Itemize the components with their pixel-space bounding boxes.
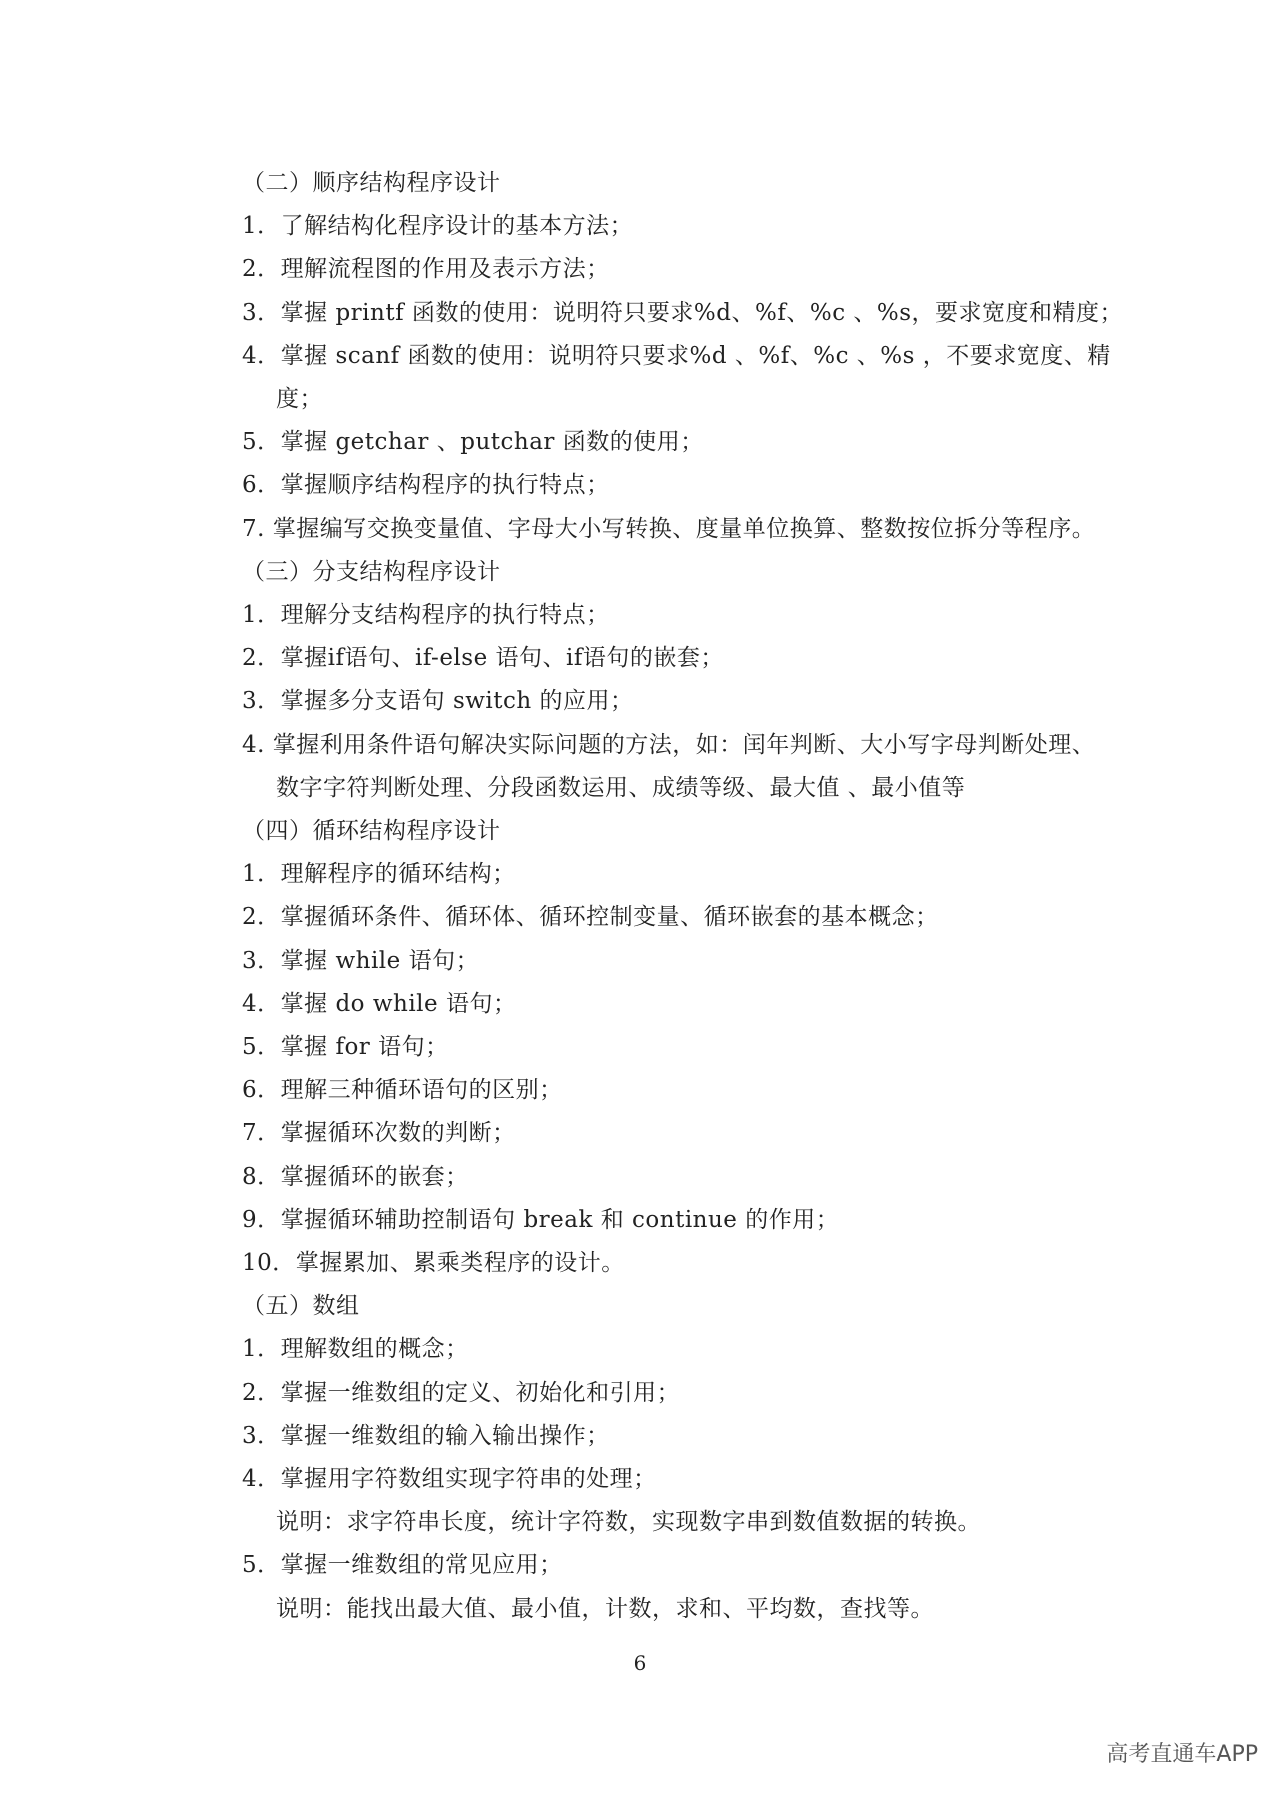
text-line: 5．掌握一维数组的常见应用； [242, 1552, 563, 1578]
text-line: 5．掌握 getchar 、putchar 函数的使用； [242, 429, 704, 455]
text-line: 3．掌握一维数组的输入输出操作； [242, 1423, 610, 1449]
text-line: （五）数组 [242, 1293, 360, 1319]
text-line: 6．掌握顺序结构程序的执行特点； [242, 472, 610, 498]
text-line: 7. 掌握编写交换变量值、字母大小写转换、度量单位换算、整数按位拆分等程序。 [242, 516, 1096, 542]
watermark-text: 高考直通车APP [1106, 1742, 1258, 1767]
text-line: 2．掌握if语句、if-else 语句、if语句的嵌套； [242, 645, 724, 671]
text-line: 1．理解程序的循环结构； [242, 861, 516, 887]
text-line: 3．掌握 printf 函数的使用：说明符只要求%d、%f、%c 、%s，要求宽度和精度； [242, 300, 1124, 326]
text-line: 2．掌握循环条件、循环体、循环控制变量、循环嵌套的基本概念； [242, 904, 939, 930]
text-line: 2．掌握一维数组的定义、初始化和引用； [242, 1380, 681, 1406]
text-line: 10．掌握累加、累乘类程序的设计。 [242, 1250, 625, 1276]
text-line: 4．掌握用字符数组实现字符串的处理； [242, 1466, 657, 1492]
text-line: 8．掌握循环的嵌套； [242, 1164, 469, 1190]
text-line: 3．掌握多分支语句 switch 的应用； [242, 688, 634, 714]
text-line: 9．掌握循环辅助控制语句 break 和 continue 的作用； [242, 1207, 840, 1233]
text-line: 1．理解数组的概念； [242, 1336, 469, 1362]
text-line: 3．掌握 while 语句； [242, 948, 480, 974]
text-line: （三）分支结构程序设计 [242, 559, 501, 585]
text-line: （四）循环结构程序设计 [242, 818, 501, 844]
text-line-continuation: 说明：求字符串长度，统计字符数，实现数字串到数值数据的转换。 [276, 1509, 981, 1535]
text-line-continuation: 数字字符判断处理、分段函数运用、成绩等级、最大值 、最小值等 [276, 775, 966, 801]
text-line: 6．理解三种循环语句的区别； [242, 1077, 563, 1103]
text-line: 4. 掌握利用条件语句解决实际问题的方法，如：闰年判断、大小写字母判断处理、 [242, 732, 1096, 758]
page-number: 6 [633, 1651, 647, 1675]
text-line: （二）顺序结构程序设计 [242, 170, 501, 196]
text-line-continuation: 度； [276, 386, 323, 412]
text-line: 4．掌握 scanf 函数的使用：说明符只要求%d 、%f、%c 、%s ，不要求宽度、精 [242, 343, 1111, 369]
text-line: 5．掌握 for 语句； [242, 1034, 449, 1060]
text-line: 1．了解结构化程序设计的基本方法； [242, 213, 634, 239]
text-line: 4．掌握 do while 语句； [242, 991, 517, 1017]
text-line-continuation: 说明：能找出最大值、最小值，计数，求和、平均数，查找等。 [276, 1596, 934, 1622]
text-line: 7．掌握循环次数的判断； [242, 1120, 516, 1146]
text-line: 1．理解分支结构程序的执行特点； [242, 602, 610, 628]
text-line: 2．理解流程图的作用及表示方法； [242, 256, 610, 282]
